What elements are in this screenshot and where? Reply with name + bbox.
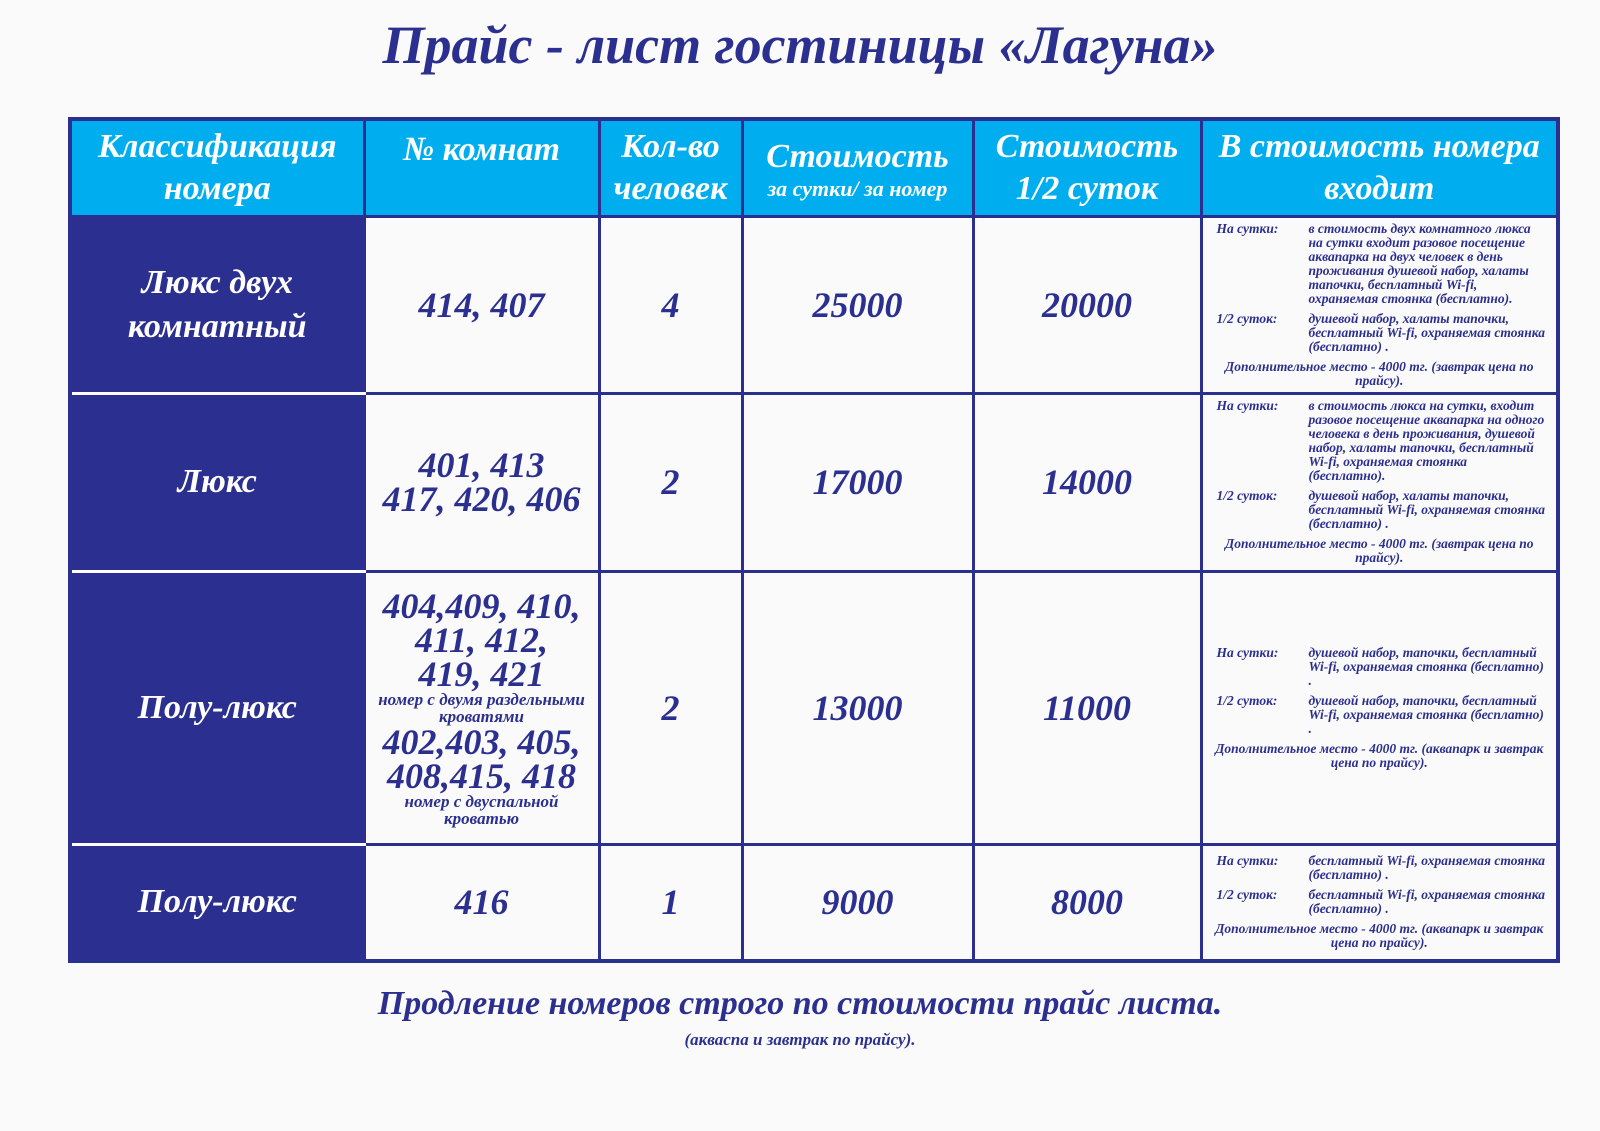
room-numbers: 401, 413 xyxy=(418,445,545,485)
room-numbers: 419, 421 xyxy=(418,653,545,694)
extra-bed-note: Дополнительное место - 4000 тг. (завтрак цена по прайсу). xyxy=(1225,536,1534,565)
day-text: душевой набор, тапочки, бесплатный Wi-fi, охраняемая стоянка (бесплатно) . xyxy=(1308,644,1544,688)
extra-bed-note: Дополнительное место - 4000 тг. (аквапарк и завтрак цена по прайсу). xyxy=(1215,921,1544,951)
extra-bed-note: Дополнительное место - 4000 тг. (аквапарк и завтрак цена по прайсу). xyxy=(1215,740,1544,770)
footer-subnote: (акваспа и завтрак по прайсу). xyxy=(684,1030,916,1049)
header-price-day-label: Стоимость xyxy=(766,137,949,175)
price-day-cell: 9000 xyxy=(742,844,973,961)
table-header-row xyxy=(70,119,1558,216)
room-numbers: 417, 420, 406 xyxy=(382,479,581,519)
half-text: душевой набор, халаты тапочки, бесплатный Wi-fi, охраняемая стоянка (бесплатно) . xyxy=(1308,310,1545,354)
extra-bed-note: Дополнительное место - 4000 тг. (завтрак цена по прайсу). xyxy=(1225,358,1534,388)
table-row xyxy=(70,571,1558,844)
day-text: в стоимость двух комнатного люкса на сутки входит разовое посещение аквапарка на двух человек в день проживания душевой набор, халаты тапочки, бесплатный Wi-fi, охраняемая стоянка (бесплатно). xyxy=(1308,220,1531,306)
rooms-cell xyxy=(364,216,599,393)
half-label: 1/2 суток: xyxy=(1216,310,1278,326)
rooms-note: номер с двумя раздельными кроватями xyxy=(378,689,585,726)
footer-note: Продление номеров строго по стоимости прайс листа. xyxy=(377,985,1223,1022)
header-persons: Кол-во человек xyxy=(599,119,742,216)
persons-cell: 2 xyxy=(599,393,742,571)
price-half-cell: 20000 xyxy=(973,216,1201,393)
half-label: 1/2 суток: xyxy=(1216,488,1278,503)
room-classification: Полу-люкс xyxy=(70,844,364,961)
room-numbers: 404,409, 410, xyxy=(382,585,581,626)
day-text: бесплатный Wi-fi, охраняемая стоянка (бесплатно) . xyxy=(1308,853,1545,883)
includes-cell xyxy=(1201,393,1558,571)
header-classification: Классификация номера xyxy=(70,119,364,216)
day-label: На сутки: xyxy=(1216,644,1279,660)
table-row xyxy=(70,393,1558,571)
persons-cell: 2 xyxy=(599,571,742,844)
room-numbers: 414, 407 xyxy=(418,284,545,325)
header-price-half: Стоимость 1/2 суток xyxy=(973,119,1201,216)
day-label: На сутки: xyxy=(1216,398,1279,413)
rooms-note: номер с двуспальной кроватью xyxy=(404,791,559,828)
rooms-cell xyxy=(364,393,599,571)
persons-cell: 1 xyxy=(599,844,742,961)
price-day-cell: 13000 xyxy=(742,571,973,844)
day-label: На сутки: xyxy=(1216,220,1279,236)
price-table xyxy=(68,117,1560,963)
rooms-cell xyxy=(364,571,599,844)
price-half-cell: 14000 xyxy=(973,393,1201,571)
room-numbers: 402,403, 405, xyxy=(382,721,581,762)
room-classification: Полу-люкс xyxy=(70,571,364,844)
price-day-cell: 25000 xyxy=(742,216,973,393)
half-label: 1/2 суток: xyxy=(1216,692,1278,708)
rooms-cell xyxy=(364,844,599,961)
price-day-cell: 17000 xyxy=(742,393,973,571)
day-label: На сутки: xyxy=(1216,853,1279,869)
persons-cell: 4 xyxy=(599,216,742,393)
half-text: душевой набор, халаты тапочки, бесплатный Wi-fi, охраняемая стоянка (бесплатно) . xyxy=(1308,488,1545,531)
room-classification: Люкс xyxy=(70,393,364,571)
includes-cell xyxy=(1201,844,1558,961)
header-rooms: № комнат xyxy=(364,119,599,216)
header-price-day xyxy=(742,119,973,216)
half-text: бесплатный Wi-fi, охраняемая стоянка (бесплатно) . xyxy=(1308,887,1545,917)
header-price-day-sub: за сутки/ за номер xyxy=(767,175,948,201)
table-row xyxy=(70,844,1558,961)
room-numbers: 416 xyxy=(454,882,509,923)
half-label: 1/2 суток: xyxy=(1216,887,1278,903)
table-row xyxy=(70,216,1558,393)
includes-cell xyxy=(1201,216,1558,393)
page-title: Прайс - лист гостиницы «Лагуна» xyxy=(382,15,1218,75)
room-numbers: 411, 412, xyxy=(414,619,548,660)
room-numbers: 408,415, 418 xyxy=(387,755,576,796)
header-includes: В стоимость номера входит xyxy=(1201,119,1558,216)
half-text: душевой набор, тапочки, бесплатный Wi-fi, охраняемая стоянка (бесплатно) . xyxy=(1308,692,1544,736)
room-classification: Люкс двух комнатный xyxy=(70,216,364,393)
price-half-cell: 11000 xyxy=(973,571,1201,844)
price-half-cell: 8000 xyxy=(973,844,1201,961)
includes-cell xyxy=(1201,571,1558,844)
day-text: в стоимость люкса на сутки, входит разовое посещение аквапарка на одного человека в день проживания, душевой набор, халаты тапочки, бесплатный Wi-fi, охраняемая стоянка (бесплатно). xyxy=(1308,398,1545,483)
